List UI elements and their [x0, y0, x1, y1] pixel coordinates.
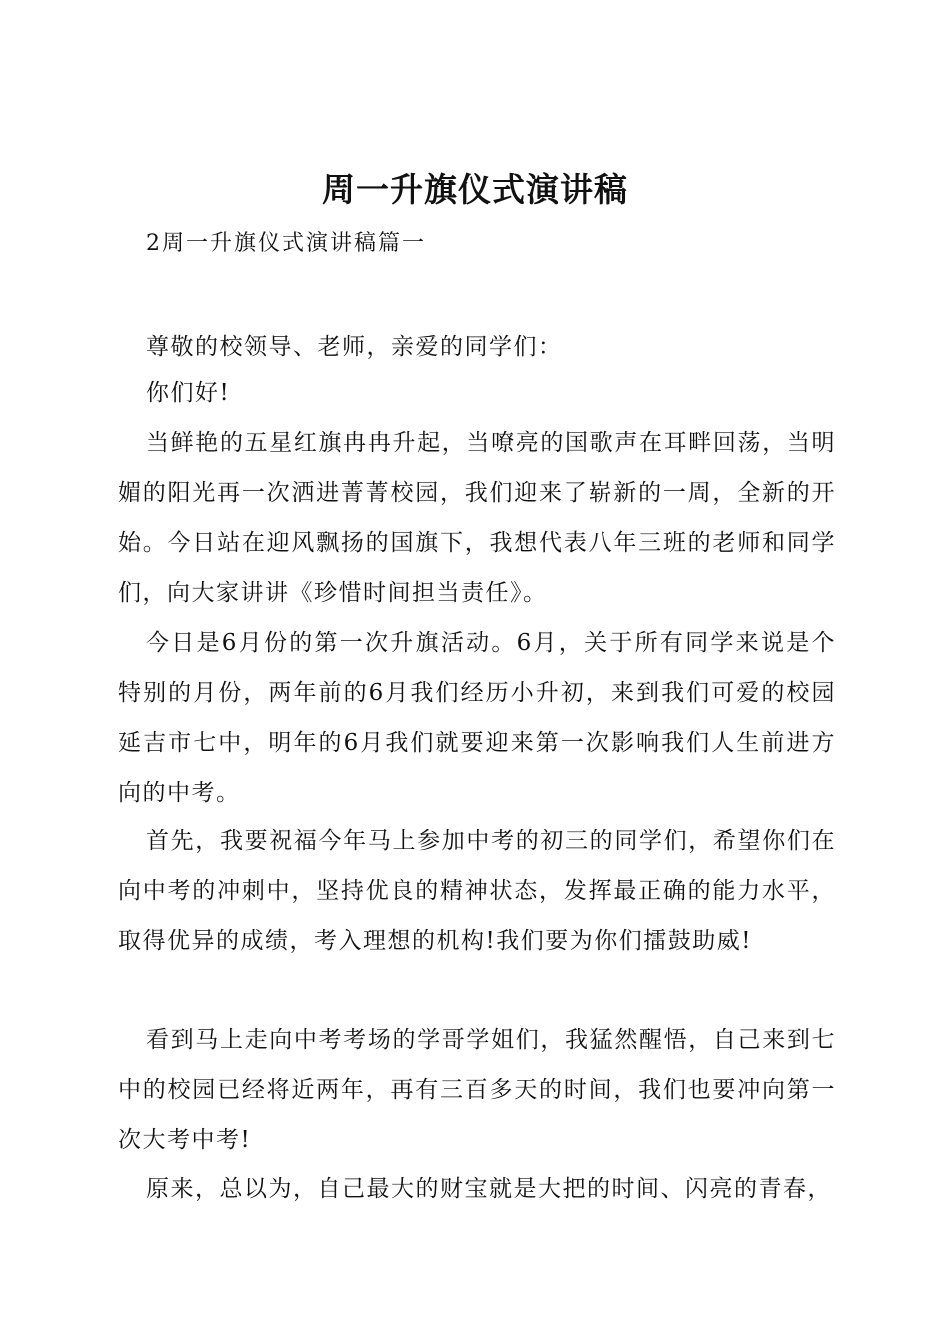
- paragraph-hello: 你们好!: [146, 380, 231, 406]
- paragraph-opening: 当鲜艳的五星红旗冉冉升起，当嘹亮的国歌声在耳畔回荡，当明媚的阳光再一次洒进菁菁校园，我们迎来了崭新的一周，全新的开始。今日站在迎风飘扬的国旗下，我想代表八年三班的老师和同学们，向大家讲讲《珍惜时间担当责任》。: [118, 430, 836, 606]
- document-subtitle: 2周一升旗仪式演讲稿篇一: [146, 231, 426, 256]
- paragraph-greeting: 尊敬的校领导、老师，亲爱的同学们：: [146, 334, 563, 360]
- paragraph-treasure: 原来，总以为，自己最大的财宝就是大把的时间、闪亮的青春，: [146, 1176, 832, 1202]
- paragraph-blessing: 首先，我要祝福今年马上参加中考的初三的同学们，希望你们在向中考的冲刺中，坚持优良的精神状态，发挥最正确的能力水平，取得优异的成绩，考入理想的机构!我们要为你们擂鼓助威!: [118, 828, 836, 954]
- paragraph-june: 今日是6月份的第一次升旗活动。6月，关于所有同学来说是个特别的月份，两年前的6月我们经历小升初，来到我们可爱的校园延吉市七中，明年的6月我们就要迎来第一次影响我们人生前进方向的中考。: [118, 630, 836, 806]
- paragraph-realization: 看到马上走向中考考场的学哥学姐们，我猛然醒悟，自己来到七中的校园已经将近两年，再有三百多天的时间，我们也要冲向第一次大考中考!: [118, 1027, 836, 1153]
- document-title: 周一升旗仪式演讲稿: [322, 170, 628, 210]
